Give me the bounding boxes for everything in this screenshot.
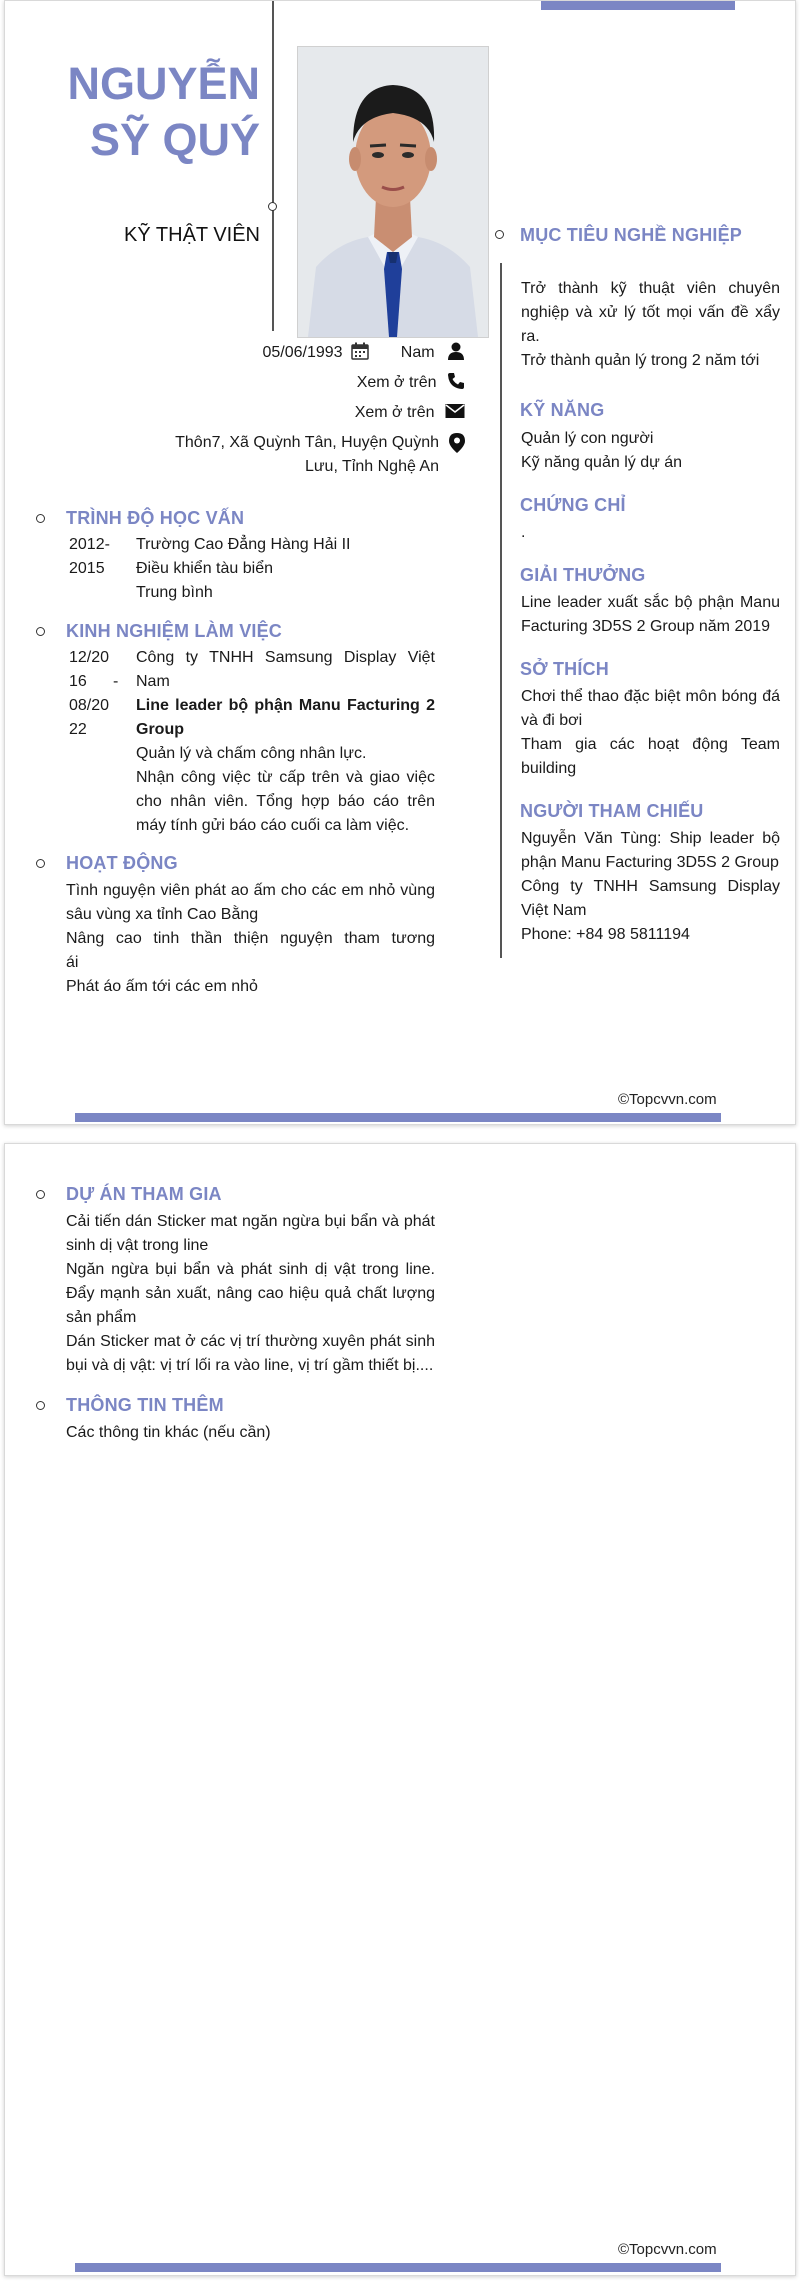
experience-period-dash: - [113,673,119,690]
gender-value: Nam [400,344,435,361]
activities-title: HOẠT ĐỘNG [66,853,178,873]
phone-row [357,371,465,395]
phone-value: Xem ở trên [356,374,437,391]
experience-period-end-b: 22 [69,721,87,738]
bottom-accent-bar-page2 [75,2263,721,2272]
education-period-end: 2015 [69,560,105,577]
calendar-icon [351,342,369,360]
education-period [69,533,129,581]
projects-line2: sinh dị vật trong line [66,1237,209,1254]
email-row [355,401,465,425]
education-school: Trường Cao Đẳng Hàng Hải II [136,536,351,553]
footer-brand: ©Topcvvn.com [618,1091,717,1108]
projects-timeline-dot [36,1190,45,1199]
education-major: Điều khiển tàu biển [136,560,273,577]
more-info-timeline-dot [36,1401,45,1410]
references-line3: Công ty TNHH Samsung Display [521,878,780,895]
hobbies-title: SỞ THÍCH [520,659,609,679]
activities-details [66,879,435,999]
experience-desc2-line1: Nhận công việc từ cấp trên và giao việc [136,769,435,786]
more-info-title: THÔNG TIN THÊM [66,1395,224,1415]
hobbies-line1: Chơi thể thao đặc biệt môn bóng đá [521,688,780,705]
references-title: NGƯỜI THAM CHIẾU [520,801,704,821]
experience-details [136,646,435,838]
education-timeline-dot [36,514,45,523]
experience-timeline-dot [36,627,45,636]
projects-line4: Đẩy mạnh sản xuất, nâng cao hiệu quả chất lượng [66,1285,435,1302]
profile-photo-illustration [298,47,488,337]
references-details [521,827,780,947]
experience-period-end-a: 08/20 [69,697,110,714]
objective-line4: Trở thành quản lý trong 2 năm tới [521,352,760,369]
projects-line7: bụi và dị vật: vị trí lối ra vào line, vị trí gầm thiết bị.... [66,1357,434,1374]
job-title: KỸ THẬT VIÊN [124,224,260,246]
location-pin-icon [449,433,465,453]
skills-title: KỸ NĂNG [520,400,605,420]
projects-line6: Dán Sticker mat ở các vị trí thường xuyên phát sinh [66,1333,435,1350]
experience-company-line1: Công ty TNHH Samsung Display Việt [136,649,435,666]
header-divider-line [272,1,274,331]
experience-position-line2: Group [136,721,184,738]
education-details [136,533,436,605]
references-line5: Phone: +84 98 5811194 [521,926,690,943]
awards-details [521,591,780,639]
experience-period-start-b: 16 [69,673,87,690]
more-info-line1: Các thông tin khác (nếu cần) [66,1424,271,1441]
phone-icon [447,372,465,390]
references-line2: phận Manu Facturing 3D5S 2 Group [521,854,779,871]
experience-period [69,646,129,742]
education-grade: Trung bình [136,584,213,601]
references-line4: Việt Nam [521,902,587,919]
person-icon [447,342,465,360]
projects-line5: sản phẩm [66,1309,137,1326]
bottom-accent-bar [75,1113,721,1122]
skills-line2: Kỹ năng quản lý dự án [521,454,683,471]
header-timeline-dot [268,202,277,211]
skills-line1: Quản lý con người [521,430,654,447]
experience-desc2-line3: máy tính gửi báo cáo cuối ca làm việc. [136,817,410,834]
awards-title: GIẢI THƯỞNG [520,565,646,585]
awards-line2: Facturing 3D5S 2 Group năm 2019 [521,618,771,635]
projects-line3: Ngăn ngừa bụi bẩn và phát sinh dị vật trong line. [66,1261,435,1278]
projects-title: DỰ ÁN THAM GIA [66,1184,222,1204]
top-accent-bar [541,1,735,10]
candidate-name [20,56,260,168]
certificates-line1: . [521,524,526,541]
candidate-name-line2: SỸ QUÝ [89,114,260,165]
objective-details [521,277,780,373]
contact-info [135,341,465,475]
activities-line1: Tình nguyện viên phát ao ấm cho các em nhỏ vùng [66,882,435,899]
right-column-line [500,263,502,958]
hobbies-line4: building [521,760,577,777]
projects-line1: Cải tiến dán Sticker mat ngăn ngừa bụi bẩn và phát [66,1213,435,1230]
activities-line5: Phát áo ấm tới các em nhỏ [66,978,258,995]
skills-details [521,427,780,475]
references-line1: Nguyễn Văn Tùng: Ship leader bộ [521,830,780,847]
profile-photo [297,46,489,338]
experience-title: KINH NGHIỆM LÀM VIỆC [66,621,283,641]
activities-line2: sâu vùng xa tỉnh Cao Bằng [66,906,259,923]
awards-line1: Line leader xuất sắc bộ phận Manu [521,594,780,611]
experience-desc2-line2: cho nhân viên. Tổng hợp báo cáo trên [136,793,435,810]
objective-line1: Trở thành kỹ thuật viên chuyên [521,280,780,297]
experience-company-line2: Nam [136,673,170,690]
experience-position-line1: Line leader bộ phận Manu Facturing 2 [136,697,435,714]
activities-timeline-dot [36,859,45,868]
candidate-name-line1: NGUYỄN [67,58,260,109]
resume-page-1 [4,0,796,1125]
projects-details [66,1210,435,1378]
experience-desc1: Quản lý và chấm công nhân lực. [136,745,367,762]
objective-line3: ra. [521,328,540,345]
experience-period-start-b-row [69,670,129,694]
resume-page-2 [4,1143,796,2276]
activities-line4: ái [66,954,79,971]
education-title: TRÌNH ĐỘ HỌC VẤN [66,508,245,528]
objective-title: MỤC TIÊU NGHỀ NGHIỆP [520,225,743,245]
address-line1: Thôn7, Xã Quỳnh Tân, Huyện Quỳnh [175,434,439,451]
hobbies-details [521,685,780,781]
address-line2: Lưu, Tỉnh Nghệ An [304,458,439,475]
objective-timeline-dot [495,230,504,239]
education-period-start: 2012- [69,536,110,553]
activities-line3: Nâng cao tinh thần thiện nguyện tham tương [66,930,435,947]
dob-row [262,341,369,365]
envelope-icon [445,403,465,419]
address-row [175,431,465,479]
experience-period-start-a: 12/20 [69,649,110,666]
gender-row [401,341,465,365]
footer-brand-page2: ©Topcvvn.com [618,2241,717,2258]
hobbies-line3: Tham gia các hoạt động Team [521,736,780,753]
dob-value: 05/06/1993 [262,344,343,361]
certificates-title: CHỨNG CHỈ [520,495,626,515]
email-value: Xem ở trên [354,404,435,421]
hobbies-line2: và đi bơi [521,712,583,729]
objective-line2: nghiệp và xử lý tốt mọi vấn đề xẩy [521,304,780,321]
